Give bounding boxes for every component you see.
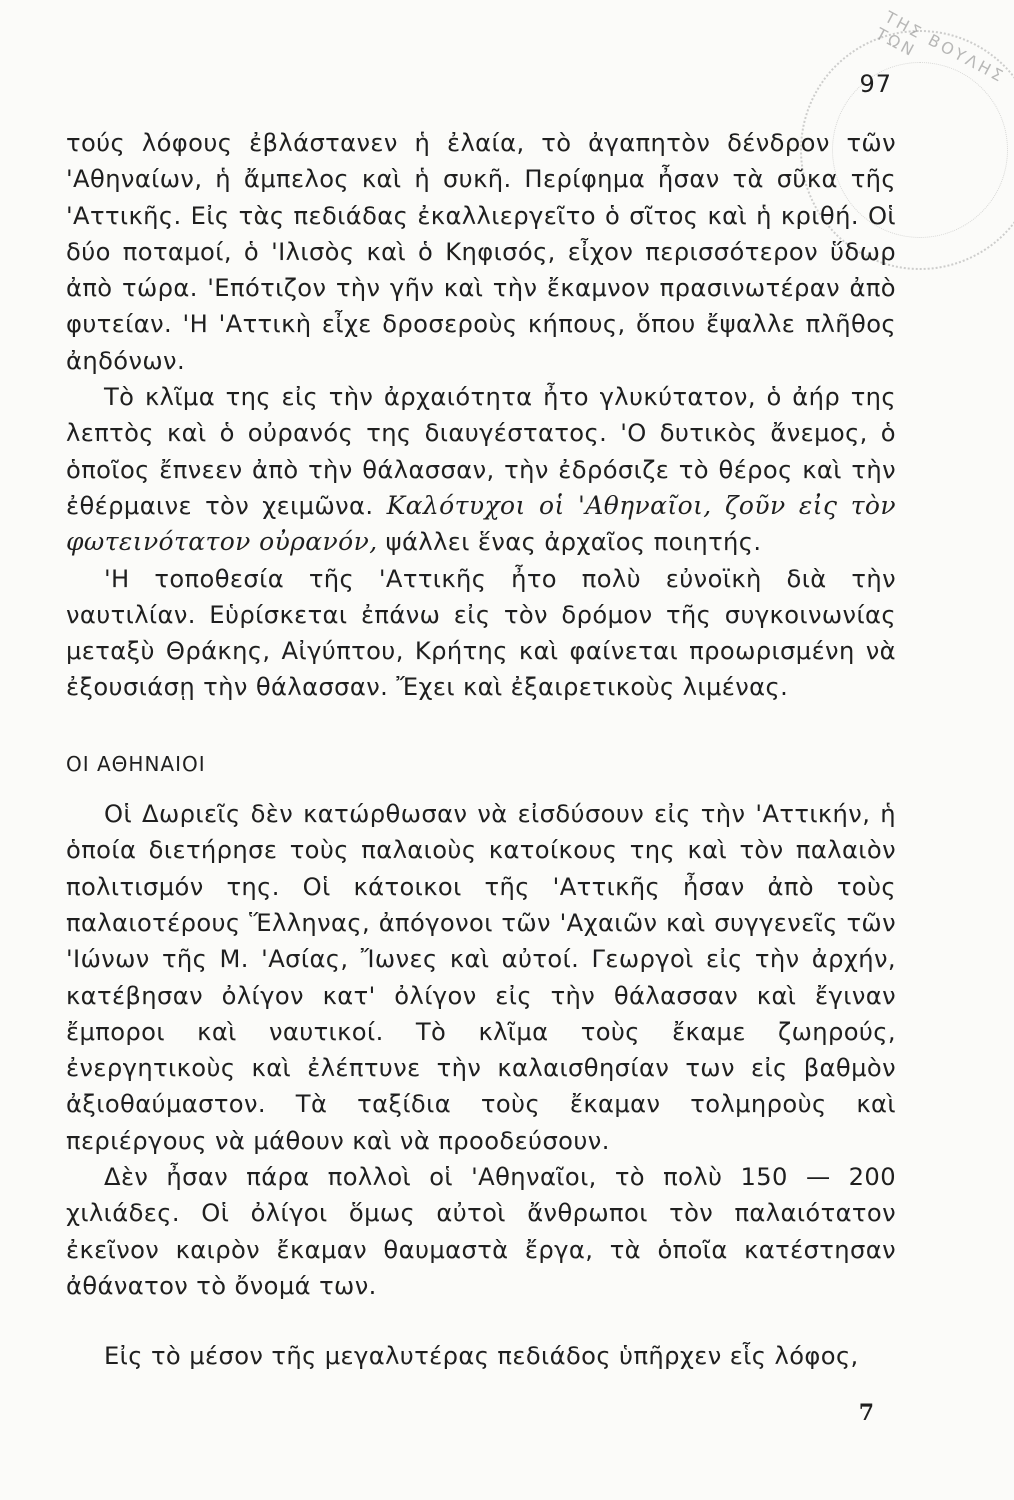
paragraph-2-text-start: Τὸ κλῖμα της εἰς τὴν ἀρχαιότητα ἦτο γλυκύτατον, ὁ ἀήρ της λεπτὸς καὶ ὁ οὐρανός της διαυγέστατος. 'Ο δυτικὸς ἄνεμος, ὁ ὁποῖος ἔπνεεν ἀπὸ τὴν θάλασσαν, τὴν ἐδρόσιζε τὸ θέρος καὶ τὴν ἐθέρμαινε τὸν χειμῶνα. <box>66 383 896 520</box>
page-body <box>66 125 896 1375</box>
paragraph-4: Οἱ Δωριεῖς δὲν κατώρθωσαν νὰ εἰσδύσουν εἰς τὴν 'Αττικήν, ἡ ὁποία διετήρησε τοὺς παλαιοὺς κατοίκους της καὶ τὸν παλαιὸν πολιτισμόν της. Οἱ κάτοικοι τῆς 'Αττικῆς ἦσαν ἀπὸ τοὺς παλαιοτέρους Ἕλληνας, ἀπόγονοι τῶν 'Αχαιῶν καὶ συγγενεῖς τῶν 'Ιώνων τῆς Μ. 'Ασίας, Ἴωνες καὶ αὐτοί. Γεωργοὶ εἰς τὴν ἀρχήν, κατέβησαν ὀλίγον κατ' ὀλίγον εἰς τὴν θάλασσαν καὶ ἔγιναν ἔμποροι καὶ ναυτικοί. Τὸ κλῖμα τοὺς ἔκαμε ζωηρούς, ἐνεργητικοὺς καὶ ἐλέπτυνε τὴν καλαισθησίαν των εἰς βαθμὸν ἀξιοθαύμαστον. Τὰ ταξίδια τοὺς ἔκαμαν τολμηροὺς καὶ περιέργους νὰ μάθουν καὶ νὰ προοδεύσουν. <box>66 800 896 1155</box>
paragraph-1: τούς λόφους ἐβλάστανεν ἡ ἐλαία, τὸ ἀγαπητὸν δένδρον τῶν 'Αθηναίων, ἡ ἄμπελος καὶ ἡ συκῆ. Περίφημα ἦσαν τὰ σῦκα τῆς 'Αττικῆς. Εἰς τὰς πεδιάδας ἐκαλλιεργεῖτο ὁ σῖτος καὶ ἡ κριθή. Οἱ δύο ποταμοί, ὁ 'Ιλισὸς καὶ ὁ Κηφισός, εἶχον περισσότερον ὕδωρ ἀπὸ τώρα. 'Επότιζον τὴν γῆν καὶ τὴν ἔκαμνον πρασινωτέραν ἀπὸ φυτείαν. 'Η 'Αττικὴ εἶχε δροσεροὺς κήπους, ὅπου ἔψαλλε πλῆθος ἀηδόνων. <box>66 129 896 375</box>
poet-quote: Καλότυχοι οἱ 'Αθηναῖοι, ζοῦν εἰς τὸν φωτεινότατον οὐρανόν, <box>66 490 896 557</box>
paragraph-6: Εἰς τὸ μέσον τῆς μεγαλυτέρας πεδιάδος ὑπῆρχεν εἷς λόφος, <box>104 1342 859 1371</box>
paragraph-2 <box>66 379 896 560</box>
paragraph-5: Δὲν ἦσαν πάρα πολλοὶ οἱ 'Αθηναῖοι, τὸ πολὺ 150 — 200 χιλιάδες. Οἱ ὀλίγοι ὅμως αὐτοὶ ἄνθρωποι τὸν παλαιότατον ἐκεῖνον καιρὸν ἔκαμαν θαυμαστὰ ἔργα, τὰ ὁποῖα κατέστησαν ἀθάνατον τὸ ὄνομά των. <box>66 1163 896 1300</box>
library-stamp-text: ΤΗΣ ΒΟΥΛΗΣ ΤΩΝ <box>872 7 1009 87</box>
section-heading: ΟΙ ΑΘΗΝΑΙΟΙ <box>66 751 206 776</box>
signature-mark: 7 <box>858 1400 874 1426</box>
paragraph-3: 'Η τοποθεσία τῆς 'Αττικῆς ἦτο πολὺ εὐνοϊκὴ διὰ τὴν ναυτιλίαν. Εὑρίσκεται ἐπάνω εἰς τὸν δρόμον τῆς συγκοινωνίας μεταξὺ Θράκης, Αἰγύπτου, Κρήτης καὶ φαίνεται προωρισμένη νὰ ἐξουσιάσῃ τὴν θάλασσαν. Ἔχει καὶ ἐξαιρετικοὺς λιμένας. <box>66 564 896 702</box>
page-number: 97 <box>859 70 892 98</box>
paragraph-2-text-end: ψάλλει ἕνας ἀρχαῖος ποιητής. <box>377 528 762 557</box>
